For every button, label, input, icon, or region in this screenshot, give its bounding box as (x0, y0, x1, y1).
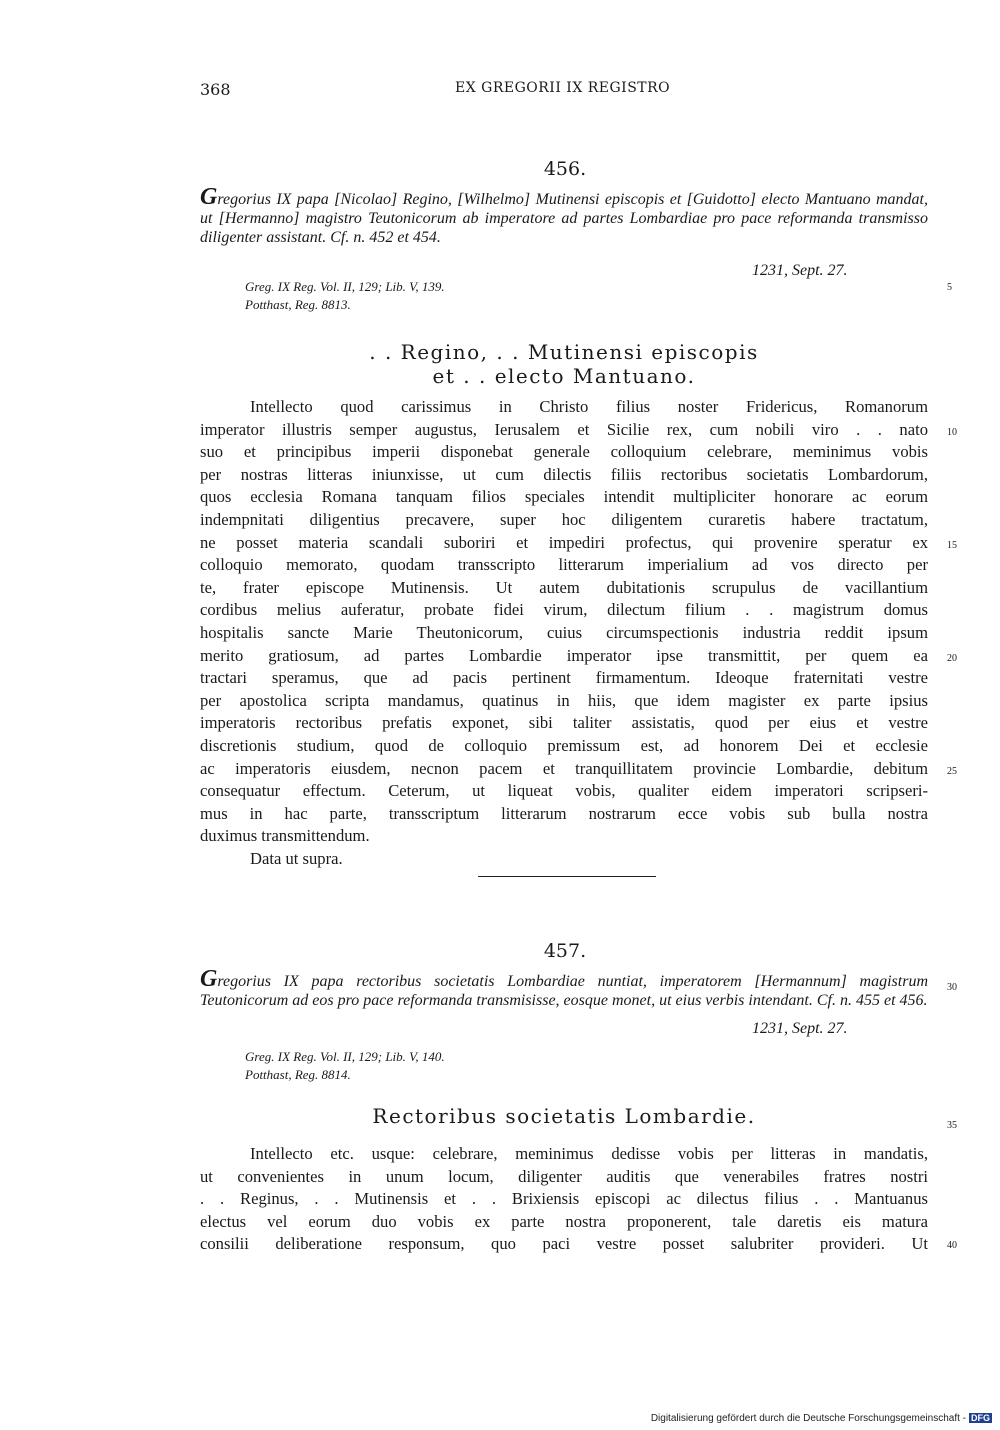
document-number-457: 457. (543, 940, 587, 962)
margin-line-number: 20 (947, 653, 957, 664)
summary-text: regorius IX papa [Nicolao] Regino, [Wilhelmo] Mutinensi episcopis et [Guidotto] electo Mantuano mandat, ut [Hermanno] magistro Teutonicorum ab imperatore ad partes Lombardiae pro pace reformanda transmisso diligenter assistant. Cf. n. 452 et 454. (200, 191, 928, 246)
text-line: imperator illustris semper augustus, Ierusalem et Sicilie rex, cum nobili viro . . nato (200, 419, 928, 439)
source-456 (245, 278, 445, 314)
text-line: cordibus melius auferatur, probate fidei virum, dilectum filium . . magistrum domus (200, 600, 928, 620)
digitization-credit (651, 1413, 992, 1424)
text-line: consequatur effectum. Ceterum, ut liqueat vobis, qualiter eidem imperatori scripseri- (200, 781, 928, 801)
summary-initial: G (200, 184, 218, 210)
text-line: ne posset materia scandali suboriri et impediri profectus, qui provenire speratur ex (200, 532, 928, 552)
body-457 (200, 1143, 928, 1256)
text-line: indempnitati diligentius precavere, super hoc diligentem curaretis habere tractatum, (200, 509, 928, 529)
text-line: imperatoris rectoribus prefatis exponet, sibi taliter assistatis, quod per eius et vestre (200, 713, 928, 733)
section-divider (478, 876, 656, 877)
text-line: Intellecto quod carissimus in Christo filius noster Fridericus, Romanorum (250, 397, 928, 416)
date-456: 1231, Sept. 27. (752, 262, 848, 279)
text-line: discretionis studium, quod de colloquio premissum est, ad honorem Dei et ecclesie (200, 735, 928, 755)
credit-text: Digitalisierung gefördert durch die Deutsche Forschungsgemeinschaft - (650, 1413, 966, 1424)
summary-457 (200, 966, 928, 1010)
address-line: . . Regino, . . Mutinensi episcopis (369, 340, 759, 364)
margin-line-number: 15 (947, 540, 957, 551)
text-line: tractari speramus, que ad pacis pertinent firmamentum. Ideoque fraternitati vestre (200, 668, 928, 688)
margin-line-number: 30 (947, 982, 957, 993)
text-line: quos ecclesia Romana tanquam filios speciales intendit multipliciter honorare ac eorum (200, 487, 928, 507)
text-line: per apostolica scripta mandamus, quatinus in hiis, que idem magister ex parte ipsius (200, 690, 928, 710)
text-line: te, frater episcope Mutinensis. Ut autem dubitationis scrupulus de vacillantium (200, 577, 928, 597)
source-457 (245, 1048, 445, 1084)
text-line: duximus transmittendum. (200, 826, 370, 846)
source-line: Greg. IX Reg. Vol. II, 129; Lib. V, 140. (245, 1049, 445, 1064)
margin-line-number: 10 (947, 427, 957, 438)
text-line: colloquio memorato, quodam transscripto litterarum imperialium ad vos directo per (200, 555, 928, 575)
margin-line-number: 25 (947, 766, 957, 777)
text-line: electus vel eorum duo vobis ex parte nostra proponerent, tale daretis eis matura (200, 1211, 928, 1231)
closing-line: Data ut supra. (250, 848, 343, 868)
summary-initial: G (200, 966, 218, 992)
margin-line-number: 40 (947, 1240, 957, 1251)
running-title: EX GREGORII IX REGISTRO (455, 80, 671, 96)
document-number-456: 456. (543, 158, 587, 180)
source-line: Potthast, Reg. 8813. (245, 297, 351, 312)
address-456 (200, 340, 928, 388)
text-line: ac imperatoris eiusdem, necnon pacem et tranquillitatem provincie Lombardie, debitum (200, 758, 928, 778)
source-line: Greg. IX Reg. Vol. II, 129; Lib. V, 139. (245, 279, 445, 294)
summary-456 (200, 184, 928, 247)
date-457: 1231, Sept. 27. (752, 1020, 848, 1037)
text-line: . . Reginus, . . Mutinensis et . . Brixiensis episcopi ac dilectus filius . . Mantuanus (200, 1189, 928, 1209)
text-line: merito gratiosum, ad partes Lombardie imperator ipse transmittit, per quem ea (200, 645, 928, 665)
page-number: 368 (200, 80, 231, 99)
text-line: Intellecto etc. usque: celebrare, meminimus dedisse vobis per litteras in mandatis, (250, 1144, 928, 1163)
body-456 (200, 396, 928, 870)
text-line: consilii deliberatione responsum, quo paci vestre posset salubriter provideri. Ut (200, 1234, 928, 1254)
source-line: Potthast, Reg. 8814. (245, 1067, 351, 1082)
dfg-logo: DFG (971, 1413, 990, 1424)
text-line: hospitalis sancte Marie Theutonicorum, cuius circumspectionis industria reddit ipsum (200, 622, 928, 642)
margin-line-number: 5 (947, 282, 952, 293)
text-line: mus in hac parte, transscriptum litterarum nostrarum ecce vobis sub bulla nostra (200, 803, 928, 823)
text-line: suo et principibus imperii disponebat generale colloquium celebrare, meminimus vobis (200, 442, 928, 462)
text-line: ut convenientes in unum locum, diligenter auditis que venerabiles fratres nostri (200, 1166, 928, 1186)
margin-line-number: 35 (947, 1120, 957, 1131)
address-457: Rectoribus societatis Lombardie. (372, 1104, 756, 1128)
summary-text: regorius IX papa rectoribus societatis Lombardiae nuntiat, imperatorem [Hermannum] magistrum Teutonicorum ad eos pro pace reformanda transmisisse, eosque monet, ut eius verbis intendant. Cf. n. 455 et 456. (200, 973, 928, 1009)
text-line: per nostras litteras iniunxisse, ut cum dilectis filiis rectoribus societatis Lombardorum, (200, 464, 928, 484)
address-line: et . . electo Mantuano. (432, 364, 696, 388)
